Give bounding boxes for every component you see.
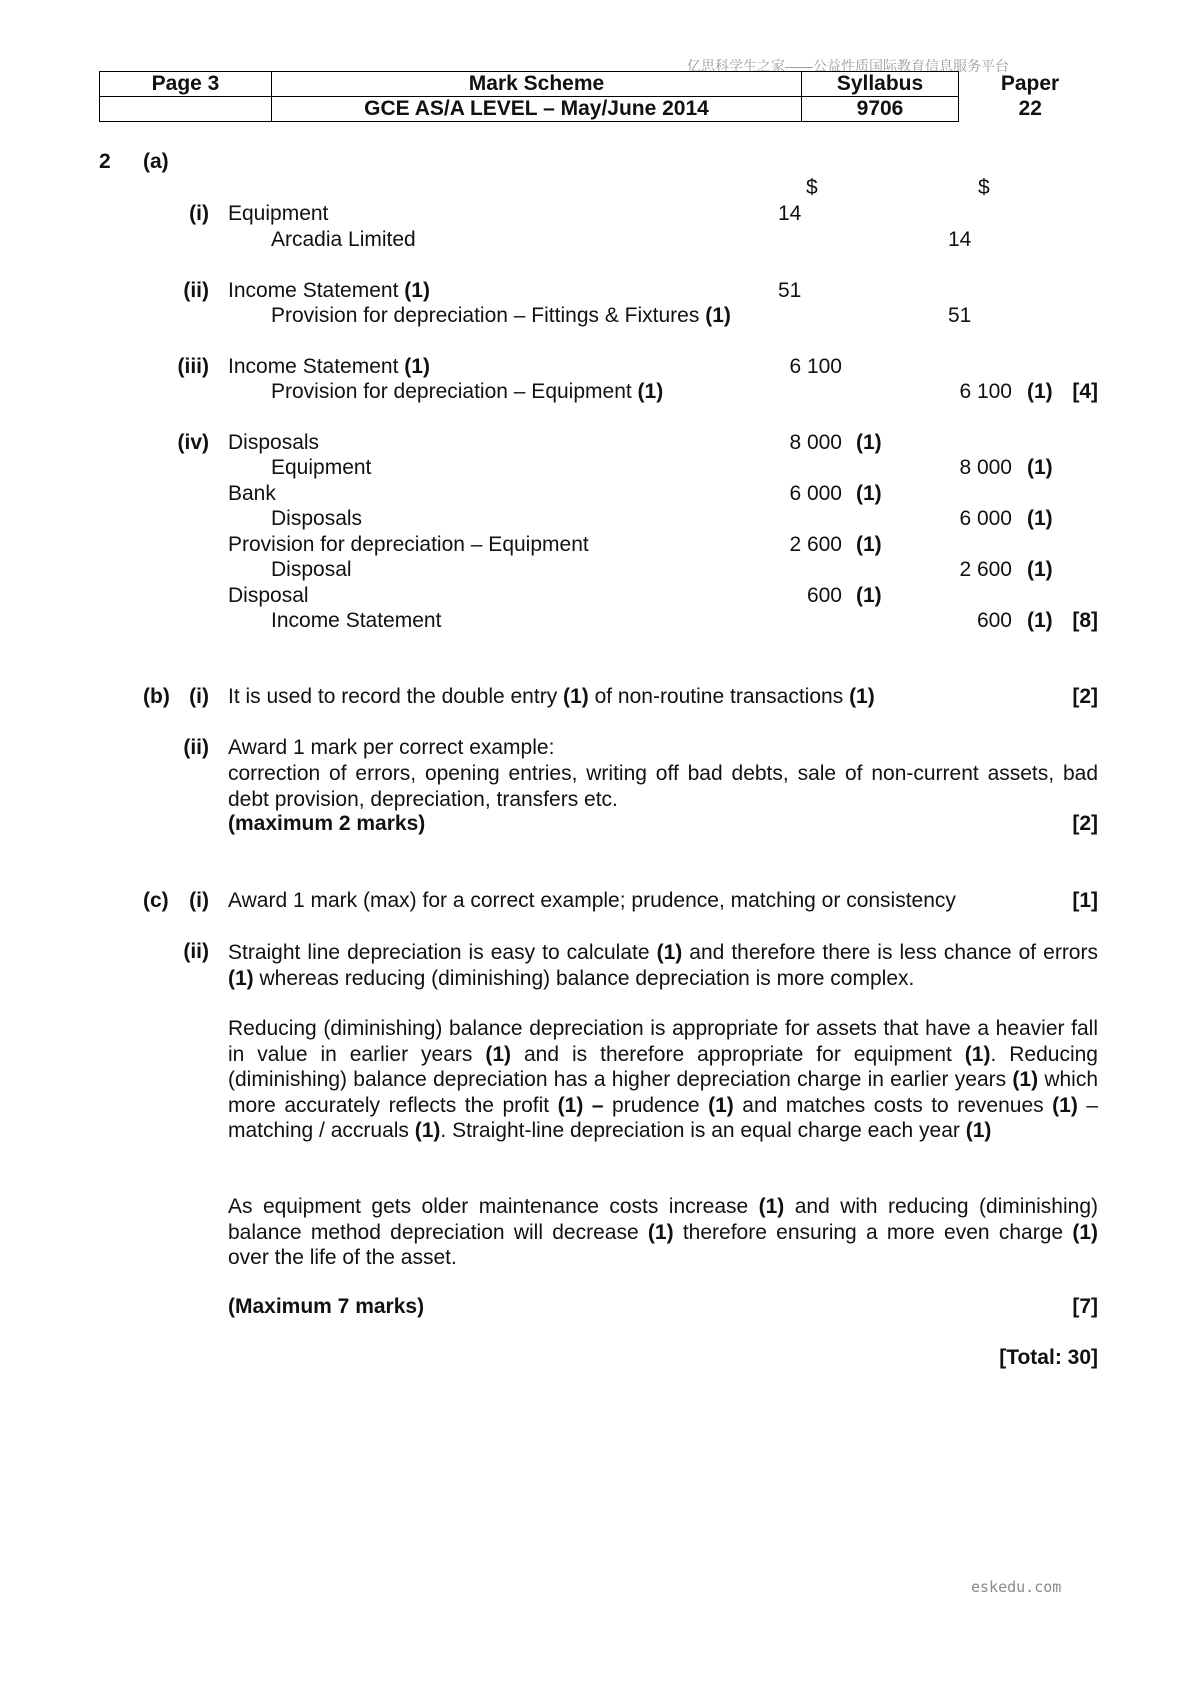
mark-scheme-label: Mark Scheme <box>272 72 802 97</box>
mark-allocation: (1) <box>647 1220 674 1244</box>
ii-credit-line: Provision for depreciation – Fittings & Fixtures (1) <box>271 304 731 327</box>
b-i-text: It is used to record the double entry (1) of non-routine transactions (1) <box>228 685 875 708</box>
iv-row-credit-mark: (1) <box>1027 609 1053 632</box>
part-c-label: (c) <box>143 889 169 912</box>
text-run: and with reducing (diminishing) balance method depreciation will decrease <box>228 1195 1098 1244</box>
mark-allocation: (1) <box>1072 1220 1098 1244</box>
iv-row-debit: 2 600 <box>789 533 842 556</box>
iv-row-credit: 2 600 <box>959 558 1012 581</box>
iv-row-debit: 600 <box>806 584 842 607</box>
text-run: therefore ensuring a more even charge <box>673 1220 1073 1244</box>
iv-row-credit-mark: (1) <box>1027 456 1053 479</box>
iv-row-credit-mark: (1) <box>1027 507 1053 530</box>
iv-row-account: Disposal <box>271 558 352 581</box>
text-run: . Reducing (diminishing) balance depreciation has a higher depreciation charge in earlier years <box>228 1042 1098 1091</box>
b-ii-maximum: (maximum 2 marks) <box>228 812 426 835</box>
watermark-bottom: eskedu.com <box>971 1578 1062 1596</box>
header-table <box>99 71 1102 122</box>
mark-allocation: (1) <box>1012 1068 1039 1091</box>
iii-credit-mark: (1) <box>1027 380 1053 403</box>
c-ii-total: [7] <box>1072 1295 1098 1318</box>
c-ii-paragraph-1 <box>228 940 1098 991</box>
text-run: Straight line depreciation is easy to calculate <box>228 941 657 964</box>
i-credit-amount: 14 <box>948 228 972 251</box>
page-label: Page 3 <box>100 72 272 97</box>
mark-allocation: (1) <box>965 1119 992 1142</box>
debit-currency-header: $ <box>806 176 818 199</box>
c-ii-label: (ii) <box>183 940 209 963</box>
header-empty-cell <box>100 97 272 122</box>
mark-allocation: (1) <box>485 1042 512 1066</box>
part-a-label: (a) <box>143 150 169 173</box>
mark-allocation: (1) <box>228 966 254 990</box>
paper-label: Paper <box>1000 72 1060 95</box>
mark-allocation: (1) <box>1052 1093 1078 1117</box>
mark-allocation: (1) <box>758 1195 785 1218</box>
iv-row-account: Disposal <box>228 584 309 607</box>
iv-row-credit: 600 <box>976 609 1012 632</box>
iv-row-debit-mark: (1) <box>856 584 882 607</box>
text-run: and therefore there is less chance of errors <box>682 941 1098 964</box>
iv-row-debit: 6 000 <box>789 482 842 505</box>
iv-row-credit: 6 000 <box>959 507 1012 530</box>
sub-iv-label: (iv) <box>177 431 209 454</box>
iv-row-account: Disposals <box>271 507 363 530</box>
text-run: As equipment gets older maintenance costs increase <box>228 1195 759 1218</box>
iv-row-account: Income Statement <box>271 609 442 632</box>
text-run: and is therefore appropriate for equipment <box>511 1042 965 1066</box>
ii-credit-amount: 51 <box>948 304 972 327</box>
iii-debit-amount: 6 100 <box>789 355 842 378</box>
c-i-total: [1] <box>1072 889 1098 912</box>
b-ii-intro: Award 1 mark per correct example: <box>228 736 555 759</box>
text-run: – matching / accruals <box>228 1093 1098 1142</box>
iv-row-account: Bank <box>228 482 276 505</box>
c-i-label: (i) <box>189 889 209 912</box>
syllabus-code: 9706 <box>802 97 959 122</box>
i-debit-amount: 14 <box>778 202 802 225</box>
iii-credit-amount: 6 100 <box>959 380 1012 403</box>
sub-i-label: (i) <box>189 202 209 225</box>
text-run: which more accurately reflects the profit <box>228 1068 1099 1117</box>
syllabus-label: Syllabus <box>802 72 959 97</box>
iv-row-account: Provision for depreciation – Equipment <box>228 533 589 556</box>
grand-total: [Total: 30] <box>999 1346 1098 1369</box>
exam-title: GCE AS/A LEVEL – May/June 2014 <box>272 97 802 122</box>
mark-allocation: (1) <box>656 941 683 964</box>
iv-total: [8] <box>1072 609 1098 632</box>
part-b-label: (b) <box>143 685 170 708</box>
text-run: and matches costs to revenues <box>733 1093 1053 1117</box>
credit-currency-header: $ <box>978 176 990 199</box>
iv-row-credit-mark: (1) <box>1027 558 1053 581</box>
iv-row-credit: 8 000 <box>959 456 1012 479</box>
iii-debit-line: Income Statement (1) <box>228 355 430 378</box>
c-i-text: Award 1 mark (max) for a correct example; prudence, matching or consistency <box>228 889 956 912</box>
iv-row-account: Equipment <box>271 456 372 479</box>
mark-allocation: (1) <box>708 1093 734 1117</box>
text-run: over the life of the asset. <box>228 1246 457 1269</box>
ii-debit-line: Income Statement (1) <box>228 279 430 302</box>
c-ii-paragraph-2 <box>228 1016 1098 1144</box>
ii-debit-amount: 51 <box>778 279 802 302</box>
iv-row-account: Disposals <box>228 431 320 454</box>
c-ii-maximum: (Maximum 7 marks) <box>228 1295 425 1318</box>
b-ii-total: [2] <box>1072 812 1098 835</box>
b-ii-examples: correction of errors, opening entries, writing off bad debts, sale of non-current assets, bad debt provision, depreciation, transfers etc. <box>228 762 1098 811</box>
b-i-total: [2] <box>1072 685 1098 708</box>
b-ii-label: (ii) <box>183 736 209 759</box>
text-run: . Straight-line depreciation is an equal charge each year <box>440 1119 966 1142</box>
b-i-label: (i) <box>189 685 209 708</box>
sub-iii-label: (iii) <box>177 355 209 378</box>
paper-code: 22 <box>1018 97 1042 120</box>
c-ii-paragraph-3 <box>228 1194 1098 1271</box>
question-number: 2 <box>99 150 111 173</box>
mark-allocation: (1) <box>964 1042 991 1066</box>
text-run: Reducing (diminishing) balance depreciation is appropriate for assets that have a heavier fall in value in earlier years <box>228 1017 1098 1066</box>
text-run: whereas reducing (diminishing) balance depreciation is more complex. <box>253 966 915 990</box>
text-run: prudence <box>603 1093 709 1117</box>
iii-credit-line: Provision for depreciation – Equipment (1) <box>271 380 664 403</box>
i-debit-account: Equipment <box>228 202 329 225</box>
iv-row-debit-mark: (1) <box>856 533 882 556</box>
mark-allocation: (1) <box>414 1119 441 1142</box>
mark-allocation: (1) – <box>557 1093 604 1117</box>
iii-total: [4] <box>1072 380 1098 403</box>
watermark-top: 亿思科学生之家——公益性质国际教育信息服务平台 <box>687 58 1009 74</box>
iv-row-debit: 8 000 <box>789 431 842 454</box>
iv-row-debit-mark: (1) <box>856 431 882 454</box>
sub-ii-label: (ii) <box>183 279 209 302</box>
i-credit-account: Arcadia Limited <box>271 228 416 251</box>
iv-row-debit-mark: (1) <box>856 482 882 505</box>
